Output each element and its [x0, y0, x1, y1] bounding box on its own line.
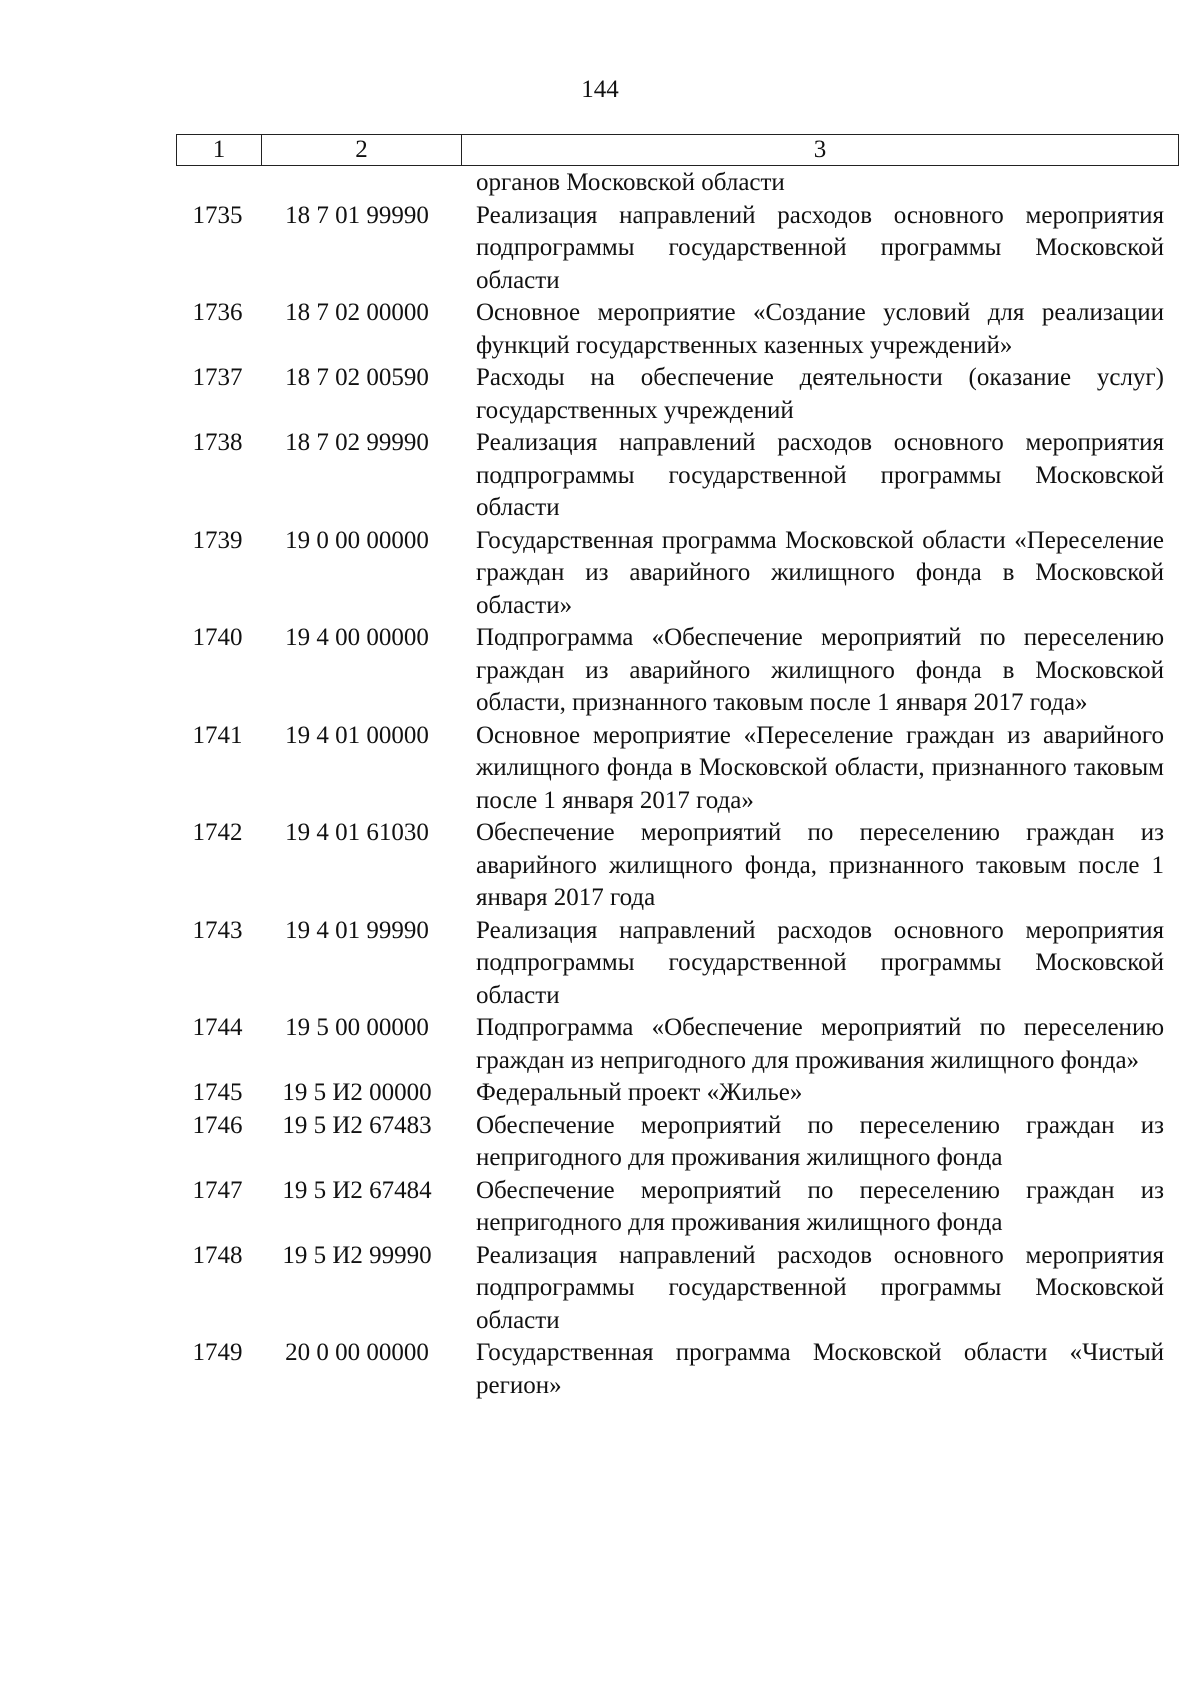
row-text: Основное мероприятие «Переселение граждан из аварийного жилищного фонда в Московской области, признанного таковым после 1 января 2017 года» — [476, 721, 1164, 814]
row-number: 1738 — [192, 429, 243, 456]
row-text: Основное мероприятие «Создание условий для реализации функций государственных казенных учреждений» — [476, 299, 1164, 359]
table-row — [176, 1337, 1178, 1402]
row-text: Реализация направлений расходов основного мероприятия подпрограммы государственной программы Московской области — [476, 429, 1164, 521]
row-number: 1742 — [192, 819, 243, 846]
row-number: 1746 — [192, 1111, 243, 1139]
table-row — [176, 362, 1178, 427]
table-row — [176, 297, 1178, 362]
row-text: Обеспечение мероприятий по переселению граждан из непригодного для проживания жилищного фонда — [476, 1176, 1164, 1236]
page-number: 144 — [581, 76, 619, 103]
row-code: 19 5 00 00000 — [285, 1014, 429, 1041]
row-code: 18 7 02 00590 — [285, 364, 429, 391]
row-number: 1744 — [192, 1014, 243, 1041]
row-code: 19 5 И2 99990 — [282, 1241, 432, 1269]
row-text: Реализация направлений расходов основного мероприятия подпрограммы государственной программы Московской области — [476, 916, 1164, 1009]
column-header-1: 1 — [177, 135, 262, 166]
table-row — [176, 1077, 1178, 1110]
column-header-3: 3 — [462, 135, 1179, 166]
table-row — [176, 622, 1178, 720]
row-text: Федеральный проект «Жилье» — [476, 1079, 803, 1106]
column-header-table — [176, 134, 1179, 166]
table-row — [176, 1175, 1178, 1240]
table-row — [176, 1110, 1178, 1175]
row-number: 1748 — [192, 1241, 243, 1269]
row-text: Подпрограмма «Обеспечение мероприятий по переселению граждан из аварийного жилищного фонда в Московской области, признанного таковым после 1 января 2017 года» — [476, 624, 1164, 716]
row-code: 19 4 01 00000 — [285, 721, 429, 749]
row-code: 18 7 01 99990 — [285, 201, 429, 229]
row-code: 19 4 01 61030 — [285, 819, 429, 846]
row-number: 1740 — [192, 624, 243, 651]
row-text: Подпрограмма «Обеспечение мероприятий по переселению граждан из непригодного для проживания жилищного фонда» — [476, 1014, 1164, 1074]
row-number: 1739 — [192, 526, 243, 554]
row-text: Государственная программа Московской области «Чистый регион» — [476, 1339, 1164, 1399]
row-number: 1741 — [192, 721, 243, 749]
row-number: 1743 — [192, 916, 243, 944]
row-text: Расходы на обеспечение деятельности (оказание услуг) государственных учреждений — [476, 364, 1164, 424]
column-header-2: 2 — [262, 135, 462, 166]
row-code: 19 5 И2 67484 — [282, 1176, 432, 1204]
row-number: 1745 — [192, 1079, 243, 1106]
row-code: 19 4 01 99990 — [285, 916, 429, 944]
row-number: 1749 — [192, 1339, 243, 1366]
table-row — [176, 720, 1178, 818]
row-text: органов Московской области — [476, 169, 785, 196]
table-row — [176, 200, 1178, 298]
table-body — [176, 167, 1178, 1402]
continuation-row — [176, 167, 1178, 200]
row-text: Реализация направлений расходов основного мероприятия подпрограммы государственной программы Московской области — [476, 1241, 1164, 1334]
table-row — [176, 817, 1178, 915]
row-text: Государственная программа Московской области «Переселение граждан из аварийного жилищного фонда в Московской области» — [476, 526, 1164, 619]
row-number: 1747 — [192, 1176, 243, 1204]
row-text: Обеспечение мероприятий по переселению граждан из непригодного для проживания жилищного фонда — [476, 1111, 1164, 1171]
row-code: 18 7 02 99990 — [285, 429, 429, 456]
row-code: 18 7 02 00000 — [285, 299, 429, 326]
row-number: 1735 — [192, 201, 243, 229]
row-text: Обеспечение мероприятий по переселению граждан из аварийного жилищного фонда, признанного таковым после 1 января 2017 года — [476, 819, 1164, 911]
table-row — [176, 427, 1178, 525]
table-row — [176, 1012, 1178, 1077]
row-code: 19 0 00 00000 — [285, 526, 429, 554]
table-row — [176, 525, 1178, 623]
column-header-row — [177, 135, 1179, 166]
row-code: 20 0 00 00000 — [285, 1339, 429, 1366]
row-number: 1737 — [192, 364, 243, 391]
row-code: 19 4 00 00000 — [285, 624, 429, 651]
table-row — [176, 1240, 1178, 1338]
row-code: 19 5 И2 67483 — [282, 1111, 432, 1139]
row-number: 1736 — [192, 299, 243, 326]
row-text: Реализация направлений расходов основного мероприятия подпрограммы государственной программы Московской области — [476, 201, 1164, 294]
row-code: 19 5 И2 00000 — [282, 1079, 432, 1106]
table-row — [176, 915, 1178, 1013]
